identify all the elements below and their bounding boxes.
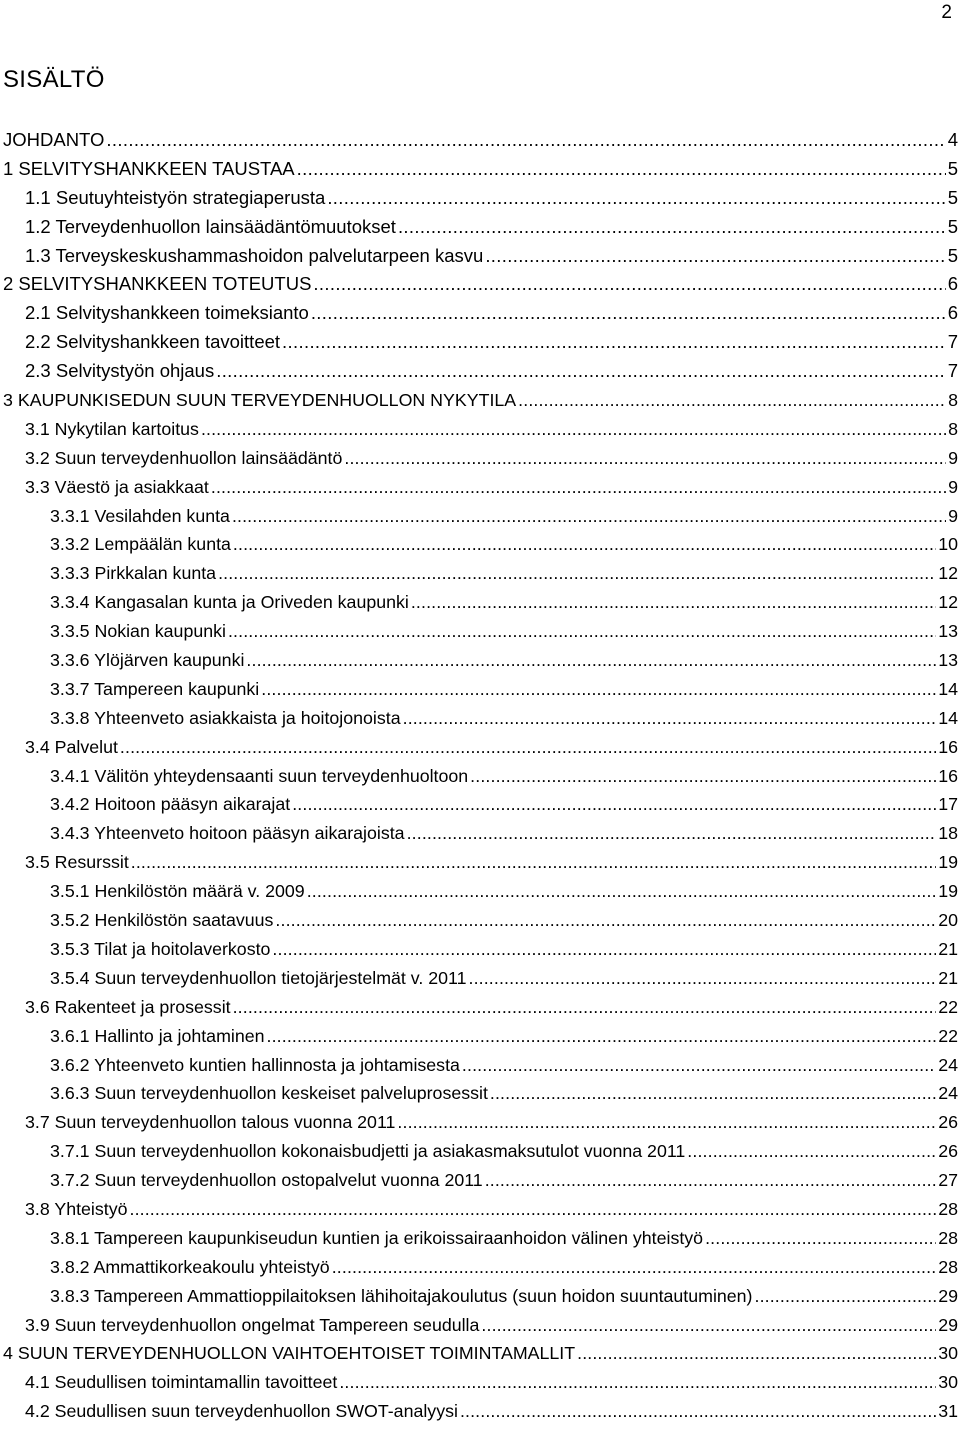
toc-entry-page: 30 — [938, 1343, 958, 1364]
toc-entry-page: 29 — [938, 1314, 958, 1335]
dot-leader — [267, 1022, 937, 1051]
dot-leader — [307, 877, 937, 906]
toc-entry-page: 7 — [947, 360, 958, 382]
toc-entry-page: 16 — [938, 736, 958, 757]
toc-entry-page: 4 — [947, 129, 958, 150]
toc-entry-title: 3.7 Suun terveydenhuollon talous vuonna 2011 — [25, 1112, 396, 1133]
toc-entry-page: 6 — [947, 302, 958, 324]
toc-entry-page: 13 — [938, 621, 958, 642]
toc-entry-title: 3.7.1 Suun terveydenhuollon kokonaisbudjetti ja asiakasmaksutulot vuonna 2011 — [50, 1141, 686, 1162]
dot-leader — [216, 357, 945, 386]
toc-entry-page: 9 — [948, 476, 958, 497]
toc-entry-page: 12 — [938, 592, 958, 613]
toc-entry-title: 4 SUUN TERVEYDENHUOLLON VAIHTOEHTOISET TOIMINTAMALLIT — [3, 1343, 576, 1364]
toc-entry-title: 3.3.8 Yhteenveto asiakkaista ja hoitojonoista — [50, 707, 401, 728]
toc-entry[interactable] — [3, 155, 958, 184]
toc-entry[interactable] — [3, 1311, 958, 1340]
toc-entry-page: 5 — [947, 157, 958, 179]
toc-entry-page: 22 — [938, 996, 958, 1017]
toc-entry[interactable] — [3, 299, 958, 328]
dot-leader — [403, 704, 937, 733]
toc-entry-title: 3.6.3 Suun terveydenhuollon keskeiset palveluprosessit — [50, 1083, 488, 1104]
dot-leader — [470, 762, 936, 791]
toc-entry-title: 3.5.1 Henkilöstön määrä v. 2009 — [50, 881, 305, 902]
toc-entry-title: 3.4 Palvelut — [25, 736, 118, 757]
dot-leader — [687, 1137, 936, 1166]
dot-leader — [211, 473, 946, 502]
toc-entry[interactable] — [3, 906, 958, 935]
toc-entry-page: 9 — [948, 447, 958, 468]
toc-entry-page: 27 — [938, 1170, 958, 1191]
toc-entry-page: 10 — [938, 534, 958, 555]
toc-entry[interactable] — [3, 1079, 958, 1108]
toc-entry-page: 24 — [938, 1054, 958, 1075]
toc-entry[interactable] — [3, 502, 958, 531]
dot-leader — [232, 502, 946, 531]
dot-leader — [131, 848, 936, 877]
toc-entry[interactable] — [3, 1166, 958, 1195]
toc-entry-title: 3.5 Resurssit — [25, 852, 129, 873]
toc-entry-page: 29 — [938, 1285, 958, 1306]
toc-entry-title: 3.4.3 Yhteenveto hoitoon pääsyn aikarajoista — [50, 823, 405, 844]
toc-entry-page: 14 — [938, 707, 958, 728]
toc-entry[interactable] — [3, 1137, 958, 1166]
toc-entry-title: 1 SELVITYSHANKKEEN TAUSTAA — [3, 157, 295, 179]
dot-leader — [398, 213, 946, 242]
toc-entry-title: 3.3.6 Ylöjärven kaupunki — [50, 650, 245, 671]
toc-entry-title: 3.3.2 Lempäälän kunta — [50, 534, 231, 555]
toc-entry-page: 5 — [947, 244, 958, 266]
toc-entry[interactable] — [3, 1282, 958, 1311]
dot-leader — [485, 242, 945, 271]
dot-leader — [460, 1397, 936, 1426]
toc-entry[interactable] — [3, 848, 958, 877]
dot-leader — [218, 559, 936, 588]
toc-entry-page: 30 — [938, 1372, 958, 1393]
dot-leader — [485, 1166, 937, 1195]
toc-entry[interactable] — [3, 1195, 958, 1224]
toc-entry[interactable] — [3, 270, 958, 299]
toc-entry[interactable] — [3, 328, 958, 357]
toc-entry[interactable] — [3, 588, 958, 617]
dot-leader — [468, 964, 936, 993]
toc-entry-title: 3.3.1 Vesilahden kunta — [50, 505, 230, 526]
toc-entry-title: 3.8.3 Tampereen Ammattioppilaitoksen lähihoitajakoulutus (suun hoidon suuntautuminen) — [50, 1285, 753, 1306]
toc-entry[interactable] — [3, 473, 958, 502]
dot-leader — [481, 1311, 936, 1340]
dot-leader — [106, 126, 945, 155]
toc-entry-title: 3.2 Suun terveydenhuollon lainsäädäntö — [25, 447, 343, 468]
toc-entry-page: 8 — [948, 418, 958, 439]
toc-entry-title: 3.5.3 Tilat ja hoitolaverkosto — [50, 938, 271, 959]
dot-leader — [754, 1282, 936, 1311]
toc-entry[interactable] — [3, 1224, 958, 1253]
toc-entry[interactable] — [3, 1397, 958, 1426]
toc-entry-page: 16 — [938, 765, 958, 786]
toc-entry[interactable] — [3, 357, 958, 386]
toc-entry[interactable] — [3, 1253, 958, 1282]
toc-entry[interactable] — [3, 444, 958, 473]
toc-entry-page: 21 — [938, 967, 958, 988]
toc-entry[interactable] — [3, 819, 958, 848]
toc-entry-title: 3.3.3 Pirkkalan kunta — [50, 563, 217, 584]
toc-entry-title: 3.1 Nykytilan kartoitus — [25, 418, 199, 439]
toc-entry-title: JOHDANTO — [3, 129, 105, 150]
toc-entry-page: 22 — [938, 1025, 958, 1046]
dot-leader — [339, 1368, 936, 1397]
toc-entry[interactable] — [3, 877, 958, 906]
table-of-contents — [3, 126, 958, 1426]
toc-entry[interactable] — [3, 790, 958, 819]
toc-entry-page: 26 — [938, 1141, 958, 1162]
toc-entry-page: 31 — [938, 1401, 958, 1422]
toc-title: SISÄLTÖ — [3, 66, 105, 93]
page-number: 2 — [941, 2, 952, 23]
toc-entry-page: 17 — [938, 794, 958, 815]
dot-leader — [411, 588, 936, 617]
toc-entry-title: 3.4.1 Välitön yhteydensaanti suun terveydenhuoltoon — [50, 765, 469, 786]
toc-entry-page: 12 — [938, 563, 958, 584]
toc-entry[interactable] — [3, 964, 958, 993]
toc-entry[interactable] — [3, 415, 958, 444]
toc-entry-title: 3.9 Suun terveydenhuollon ongelmat Tampereen seudulla — [25, 1314, 480, 1335]
toc-entry-page: 8 — [948, 390, 958, 411]
dot-leader — [201, 415, 946, 444]
dot-leader — [120, 733, 936, 762]
toc-entry[interactable] — [3, 184, 958, 213]
toc-entry-title: 3.5.2 Henkilöstön saatavuus — [50, 910, 274, 931]
toc-entry-title: 3.8.1 Tampereen kaupunkiseudun kuntien ja erikoissairaanhoidon välinen yhteistyö — [50, 1227, 704, 1248]
toc-entry-title: 3.3.5 Nokian kaupunki — [50, 621, 226, 642]
toc-entry-page: 5 — [947, 186, 958, 208]
toc-entry-title: 2 SELVITYSHANKKEEN TOTEUTUS — [3, 273, 312, 295]
toc-entry-title: 3.5.4 Suun terveydenhuollon tietojärjestelmät v. 2011 — [50, 967, 467, 988]
toc-entry[interactable] — [3, 242, 958, 271]
dot-leader — [246, 646, 936, 675]
dot-leader — [282, 328, 946, 357]
dot-leader — [397, 1108, 936, 1137]
toc-entry[interactable] — [3, 1022, 958, 1051]
toc-entry[interactable] — [3, 935, 958, 964]
toc-entry-title: 3.6 Rakenteet ja prosessit — [25, 996, 231, 1017]
dot-leader — [462, 1051, 936, 1080]
dot-leader — [275, 906, 936, 935]
toc-entry-title: 4.1 Seudullisen toimintamallin tavoitteet — [25, 1372, 338, 1393]
toc-entry[interactable] — [3, 704, 958, 733]
toc-entry-title: 3.6.2 Yhteenveto kuntien hallinnosta ja johtamisesta — [50, 1054, 460, 1075]
dot-leader — [313, 270, 945, 299]
toc-entry-title: 2.2 Selvityshankkeen tavoitteet — [25, 331, 281, 353]
toc-entry-page: 19 — [938, 881, 958, 902]
toc-entry-page: 14 — [938, 678, 958, 699]
toc-entry-title: 1.3 Terveyskeskushammashoidon palvelutarpeen kasvu — [25, 244, 484, 266]
toc-entry[interactable] — [3, 1368, 958, 1397]
toc-entry-page: 21 — [938, 938, 958, 959]
toc-entry-page: 20 — [938, 910, 958, 931]
toc-entry-title: 3.8 Yhteistyö — [25, 1198, 128, 1219]
dot-leader — [311, 299, 946, 328]
toc-entry-page: 28 — [938, 1227, 958, 1248]
toc-entry-page: 6 — [947, 273, 958, 295]
dot-leader — [518, 386, 946, 415]
toc-entry[interactable] — [3, 559, 958, 588]
toc-entry-page: 28 — [938, 1198, 958, 1219]
dot-leader — [327, 184, 945, 213]
toc-entry[interactable] — [3, 646, 958, 675]
dot-leader — [705, 1224, 936, 1253]
toc-entry[interactable] — [3, 675, 958, 704]
toc-entry[interactable] — [3, 993, 958, 1022]
toc-entry-title: 4.2 Seudullisen suun terveydenhuollon SWOT-analyysi — [25, 1401, 458, 1422]
toc-entry[interactable] — [3, 617, 958, 646]
toc-entry[interactable] — [3, 1051, 958, 1080]
toc-entry-title: 3.4.2 Hoitoon pääsyn aikarajat — [50, 794, 291, 815]
toc-entry-page: 24 — [938, 1083, 958, 1104]
toc-entry[interactable] — [3, 126, 958, 155]
dot-leader — [233, 530, 936, 559]
toc-entry-title: 1.1 Seutuyhteistyön strategiaperusta — [25, 186, 326, 208]
toc-entry-page: 7 — [947, 331, 958, 353]
dot-leader — [332, 1253, 937, 1282]
dot-leader — [407, 819, 937, 848]
toc-entry-page: 19 — [938, 852, 958, 873]
toc-entry[interactable] — [3, 1339, 958, 1368]
toc-entry-page: 5 — [947, 215, 958, 237]
toc-entry-title: 3.6.1 Hallinto ja johtaminen — [50, 1025, 265, 1046]
dot-leader — [129, 1195, 936, 1224]
dot-leader — [344, 444, 946, 473]
dot-leader — [228, 617, 936, 646]
toc-entry-page: 13 — [938, 650, 958, 671]
toc-entry-title: 2.3 Selvitystyön ohjaus — [25, 360, 215, 382]
dot-leader — [490, 1079, 936, 1108]
dot-leader — [292, 790, 936, 819]
toc-entry-page: 18 — [938, 823, 958, 844]
toc-entry[interactable] — [3, 762, 958, 791]
toc-entry-title: 3.8.2 Ammattikorkeakoulu yhteistyö — [50, 1256, 330, 1277]
toc-entry[interactable] — [3, 213, 958, 242]
dot-leader — [272, 935, 936, 964]
toc-entry[interactable] — [3, 1108, 958, 1137]
toc-entry-title: 1.2 Terveydenhuollon lainsäädäntömuutokset — [25, 215, 396, 237]
toc-entry-title: 3 KAUPUNKISEDUN SUUN TERVEYDENHUOLLON NYKYTILA — [3, 390, 517, 411]
toc-entry-title: 3.7.2 Suun terveydenhuollon ostopalvelut vuonna 2011 — [50, 1170, 483, 1191]
toc-entry-title: 2.1 Selvityshankkeen toimeksianto — [25, 302, 309, 324]
toc-entry[interactable] — [3, 386, 958, 415]
dot-leader — [233, 993, 937, 1022]
toc-entry-page: 28 — [938, 1256, 958, 1277]
toc-entry[interactable] — [3, 530, 958, 559]
dot-leader — [297, 155, 946, 184]
dot-leader — [261, 675, 936, 704]
dot-leader — [577, 1339, 936, 1368]
toc-entry-title: 3.3 Väestö ja asiakkaat — [25, 476, 209, 497]
toc-entry-page: 26 — [938, 1112, 958, 1133]
toc-entry-page: 9 — [948, 505, 958, 526]
toc-entry-title: 3.3.4 Kangasalan kunta ja Oriveden kaupunki — [50, 592, 409, 613]
toc-entry[interactable] — [3, 733, 958, 762]
toc-entry-title: 3.3.7 Tampereen kaupunki — [50, 678, 260, 699]
